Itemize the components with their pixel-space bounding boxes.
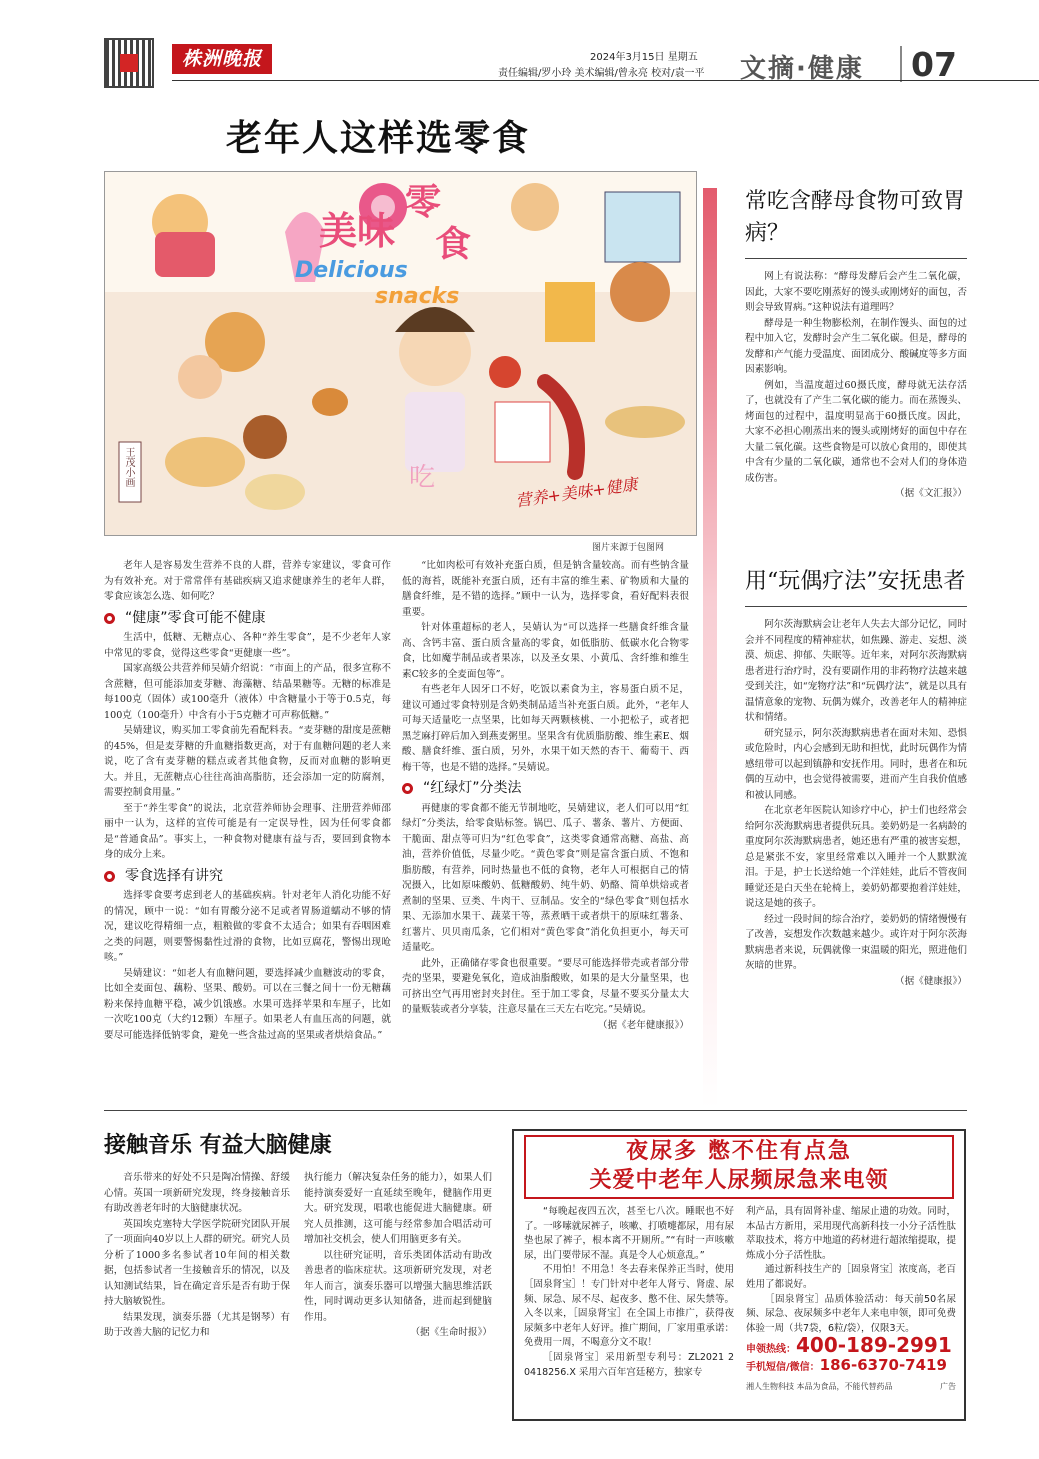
subheading-choose-snacks (104, 869, 391, 885)
staff-credits: 责任编辑/罗小玲 美术编辑/曾永亮 校对/袁一平 (498, 68, 705, 79)
paragraph: 以往研究证明，音乐类团体活动有助改善患者的临床症状。这项新研究发现，对老年人而言，演奏乐器可以增强大脑思维活跃性，同时调动更多认知储备，进而起到健脑作用。 (304, 1249, 492, 1323)
subheading-traffic-light (402, 781, 689, 797)
music-article-col1 (104, 1170, 290, 1341)
paragraph: 选择零食要考虑到老人的基础疾病。针对老年人消化功能不好的情况，顾中一说：“如有胃酸分泌不足或者胃肠道蠕动不够的情况，建议吃得精细一点，粗粮做的零食不太适合；如果有吞咽困难之类的问题，则要警惕黏性过滑的食物，比如豆腐花，警惕出现呛咳。” (104, 890, 391, 963)
illus-title-meiwei: 美味 (319, 209, 396, 253)
illus-title-delicious: Delicious (295, 258, 408, 283)
article-source: （据《老年健康报》） (597, 1019, 689, 1031)
title-rule (745, 258, 967, 259)
paragraph: 英国埃克塞特大学医学院研究团队开展了一项面向40岁以上人群的研究。研究人员分析了1000多名参试者10年间的相关数据，包括参试者一生接触音乐的情况，以及认知测试结果，旨在确定音乐是否有助于保持大脑敏锐性。 (104, 1218, 290, 1307)
hotline-number[interactable]: 400-189-2991 (796, 1333, 952, 1358)
sms-label: 手机短信/微信： (746, 1361, 820, 1373)
illus-signature: 王茂小画 (123, 447, 134, 487)
subheading-healthy-snacks (104, 611, 391, 627)
paragraph: ［固泉肾宝］品质体验活动：每天前50名尿频、尿急、夜尿频多中老年人来电申领，即可免费体验一周（共7袋，6粒/袋），仅限3天。 (746, 1293, 956, 1334)
illus-title-shi: 食 (435, 224, 472, 265)
main-headline: 老年人这样选零食 (226, 118, 531, 159)
subheading-text: “健康”零食可能不健康 (125, 609, 266, 626)
paragraph: 至于“养生零食”的说法，北京营养师协会理事、注册营养师邵丽中一认为，这样的宣传可能是有一定误导性，因为任何零食都是“普通食品”。事实上，一种食物对健康有益与否，要回到食物本身的成分上来。 (104, 802, 391, 860)
main-article-col1 (104, 558, 391, 1043)
paragraph: 吴婧建议：“如老人有血糖问题，要选择减少血糖波动的零食，比如全麦面包、藕粉、坚果、酸奶。可以在三餐之间十一份无糖藕粉来保持血糖平稳，减少饥饿感。水果可选择苹果和车厘子，比如一次吃100克（大约12颗）车厘子。如果老人有血压高的问题，就要尽可能选择低钠零食，避免一些含盐过高的坚果或者烘焙食品。” (104, 967, 391, 1041)
paragraph: 生活中，低糖、无糖点心、各种“养生零食”，是不少老年人家中常见的零食，觉得这些零食“更健康一些”。 (104, 632, 391, 659)
bullet-icon (402, 783, 413, 794)
section-title: 文摘·健康 (740, 54, 864, 84)
paragraph: “比如肉松可有效补充蛋白质，但是钠含量较高。而有些钠含量低的海苔，既能补充蛋白质，还有丰富的维生素、矿物质和大量的膳食纤维，是不错的选择。”顾中一认为，选择零食，看好配料表很重要。 (402, 560, 689, 618)
paragraph: 例如，当温度超过60摄氏度，酵母就无法存活了，也就没有了产生二氧化碳的能力。而在蒸馒头、烤面包的过程中，温度明显高于60摄氏度。因此，大家不必担心刚蒸出来的馒头或刚烤好的面包中存在大量二氧化碳。这些食物是可以放心食用的，即使其中含有少量的二氧化碳，通常也不会对人们的身体造成伤害。 (745, 379, 967, 484)
illus-title-snacks: snacks (375, 284, 460, 309)
side-article-title: 用“玩偶疗法”安抚患者 (745, 569, 966, 594)
side-article-title: 常吃含酵母食物可致胃病？ (745, 189, 966, 246)
masthead-rule (172, 80, 1039, 81)
bullet-icon (104, 613, 115, 624)
paragraph: 酵母是一种生物膨松剂，在制作馒头、面包的过程中加入它，发酵时会产生二氧化碳。但是，酵母的发酵和产气能力受温度、面团成分、酸碱度等多方面因素影响。 (745, 317, 967, 375)
ad-footer (746, 1380, 956, 1395)
paragraph: ［固泉肾宝］采用新型专利号：ZL2021 2 0418256.X 采用六百年宫廷秘方，独家专 (524, 1351, 734, 1378)
paragraph: 吴婧建议，购买加工零食前先看配料表。“麦芽糖的甜度是蔗糖的45%，但是麦芽糖的升血糖指数更高，对于有血糖问题的老人来说，吃了含有麦芽糖的糕点或者其他食物，反而对血糖的影响更大。并且，无蔗糖点心往往高油高脂肪，还会添加一定的防腐剂，需要控制食用量。” (104, 725, 391, 798)
side-article-yeast (745, 186, 967, 502)
paragraph: 针对体重超标的老人，吴婧认为“可以选择一些膳食纤维含量高、含钙丰富、蛋白质含量高的零食，如低脂肪、低碳水化合物零食，比如魔芋制品或者果冻，以及圣女果、小黄瓜、含纤维和维生素C较多的全麦面包等”。 (402, 622, 689, 680)
paragraph: 结果发现，演奏乐器（尤其是钢琴）有助于改善大脑的记忆力和 (104, 1311, 290, 1338)
paragraph: 在北京老年医院认知诊疗中心，护士们也经常会给阿尔茨海默病患者提供玩具。姜奶奶是一名病龄的重度阿尔茨海默病患者，她还患有严重的被害妄想，总是紧张不安，家里经常难以入睡并一个人默默流泪。于是，护士长送给她一个洋娃娃，此后不管夜间睡觉还是白天坐在轮椅上，姜奶奶都要抱着洋娃娃，说这是她的孩子。 (745, 805, 967, 909)
decorative-pink-bar (703, 188, 717, 1108)
article-source: （据《文汇报》） (895, 488, 967, 499)
paragraph: 阿尔茨海默病会让老年人失去大部分记忆，同时会并不同程度的精神症状，如焦躁、游走、妄想、淡漠、烦虑、抑郁、失眠等。近年来，对阿尔茨海默病患者进行治疗时，没有要副作用的非药物疗法越来越受到关注，如“宠物疗法”和“玩偶疗法”，就是以具有温情意象的宠物、玩偶为媒介，改善老年人的精神症状和情绪。 (745, 619, 967, 723)
paragraph: 再健康的零食都不能无节制地吃，吴婧建议，老人们可以用“红绿灯”分类法，给零食贴标签。锅巴、瓜子、薯条、薯片、方便面、干脆面、甜点等可归为“红色零食”，这类零食通常高糖、高盐、高油，营养价值低，尽量少吃。“黄色零食”则是富含蛋白质、不饱和脂肪酸，有营养，同时热量也不低的食物，老年人可根据自己的情况摄入，比如原味酸奶、低糖酸奶、纯牛奶、奶酪、简单烘焙或者煮制的坚果、豆类、牛肉干、豆制品。安全的“绿色零食”则包括水果、无添加水果干、蔬菜干等，蒸煮晒干或者烘干的原味红薯条、红薯片、贝贝南瓜条，它们相对“黄色零食”消化负担更小，每天可适量吃。 (402, 802, 689, 953)
illus-sign-text: 吃 (409, 463, 436, 493)
article-source: （据《生命时报》） (410, 1327, 492, 1338)
snacks-illustration (104, 171, 697, 536)
paragraph: 国家高级公共营养师吴婧介绍说：“市面上的产品，很多宣称不含蔗糖，但可能添加麦芽糖、海藻糖、结晶果糖等。无糖的标准是每100克（固体）或100毫升（液体）中含糖量小于等于0.5克，每100克（100毫升）中含有小于5克糖才可声称低糖。” (104, 663, 391, 721)
advertisement-box (512, 1129, 966, 1421)
paragraph: 网上有说法称：“酵母发酵后会产生二氧化碳，因此，大家不要吃刚蒸好的馒头或刚烤好的面包，否则会导致胃病。”这种说法有道理吗？ (745, 271, 967, 313)
newspaper-logo: 株洲晚报 (172, 44, 272, 74)
ad-col1 (524, 1205, 734, 1380)
main-article-col2 (402, 558, 689, 1033)
ad-title-line2: 关爱中老年人尿频尿急来电领 (589, 1168, 889, 1193)
music-article-col2 (304, 1170, 492, 1341)
paragraph: 老年人是容易发生营养不良的人群，营养专家建议，零食可作为有效补充。对于常常伴有基础疾病又追求健康养生的老年人群，零食应该怎么选、如何吃？ (104, 560, 391, 602)
illus-handwriting: 营养+美味+健康 (514, 474, 639, 511)
paragraph: 通过新科技生产的［固泉肾宝］浓度高，老百姓用了都说好。 (746, 1264, 956, 1290)
side-article-doll-therapy (745, 566, 967, 989)
paragraph: 执行能力（解决复杂任务的能力），如果人们能持演奏爱好一直延续至晚年，健脑作用更大。研究发现，唱歌也能促进大脑健康。研究人员推测，这可能与经常参加合唱活动可增加社交机会，使人们用脑更多有关。 (304, 1172, 492, 1245)
subheading-text: “红绿灯”分类法 (423, 780, 522, 796)
music-article-title: 接触音乐 有益大脑健康 (104, 1132, 332, 1158)
ad-tag: 广告 (940, 1381, 956, 1391)
side-article-body (745, 617, 967, 989)
paragraph: 不用怕！不用急！冬去春来保养正当时，使用［固泉肾宝］！专门针对中老年人肾亏、肾虚、尿频、尿急、尿不尽、起夜多、憋不住、尿失禁等。入冬以来，［固泉肾宝］在全国上市推广，获得夜尿频多中老年人好评。推广期间，厂家用重承诺：免费用一周，不喝意分文不取！ (524, 1264, 734, 1349)
paragraph: 经过一段时间的综合治疗，姜奶奶的情绪慢慢有了改善，妄想发作次数越来越少。或许对于阿尔茨海默病患者来说，玩偶就像一束温暖的阳光，照进他们灰暗的世界。 (745, 913, 967, 971)
section-divider (900, 46, 902, 82)
title-rule (745, 606, 967, 607)
section-rule (104, 1110, 967, 1111)
paragraph: 音乐带来的好处不只是陶冶情操、舒缓心情。英国一项新研究发现，终身接触音乐有助改善老年时的大脑健康状况。 (104, 1172, 290, 1214)
side-article-body (745, 269, 967, 502)
paragraph: 此外，正确储存零食也很重要。“要尽可能选择带壳或者部分带壳的坚果，要避免氧化，造成油脂酸败，如果的是大分量坚果，也可挤出空气再用密封夹封住。至于加工零食，尽量不要买分量太大的量贩装或者分享装，注意尽量在三天左右吃完。”吴婧说。 (402, 957, 689, 1015)
paragraph: 有些老年人因牙口不好，吃饭以素食为主，容易蛋白质不足，建议可通过零食特别是含奶类制品适当补充蛋白质。此外，“老年人可每天适量吃一点坚果，比如每天两颗核桃、一小把松子，或者把黑芝麻打碎后加入到燕麦粥里。坚果含有优质脂肪酸、维生素E、烟酸、膳食纤维、蛋白质，另外，水果干如天然的杏干、葡萄干、西梅干等，也是不错的选择。”吴婧说。 (402, 684, 689, 773)
illus-title-ling: 零 (405, 182, 442, 223)
qr-code (104, 38, 154, 88)
issue-date: 2024年3月15日 星期五 (590, 52, 698, 63)
paragraph: 研究显示，阿尔茨海默病患者在面对未知、恐惧或危险时，内心会感到无助和担忧，此时玩偶作为情感纽带可以起到镇静和安抚作用。同时，患者在和玩偶的互动中，也会觉得被需要，进而产生自我价值感和被认同感。 (745, 727, 967, 801)
paragraph: 利产品，具有固肾补虚、缩尿止遗的功效。同时，本品古方新用，采用现代高新科技一小分子活性肽萃取技术，将方中地道的药材进行超浓缩提取，提炼成小分子活性肽。 (746, 1206, 956, 1261)
sms-number[interactable]: 186-6370-7419 (819, 1355, 947, 1374)
page-number: 07 (911, 45, 957, 84)
image-credit: 图片来源于包图网 (592, 543, 665, 553)
hotline-label: 申领热线： (746, 1344, 796, 1356)
ad-title-line1: 夜尿多 憋不住有点急 (626, 1139, 852, 1164)
subheading-text: 零食选择有讲究 (125, 867, 223, 884)
ad-col2 (746, 1205, 956, 1394)
ad-title-box (524, 1135, 954, 1199)
bullet-icon (104, 871, 115, 882)
paragraph: “每晚起夜四五次，甚至七八次。睡眠也不好了。一哆嗦就尿裤子，咳嗽、打喷嚏都尿，用有尿垫也尿了裤子，根本离不开厕所。”“有时一声咳嗽尿，出门要带尿不湿。真是令人心烦意乱。” (524, 1206, 734, 1261)
ad-sms-row (746, 1355, 956, 1376)
article-source: （据《健康报》） (895, 975, 967, 987)
ad-footer-text: 湘人生物科技 本品为食品，不能代替药品 (746, 1381, 893, 1391)
